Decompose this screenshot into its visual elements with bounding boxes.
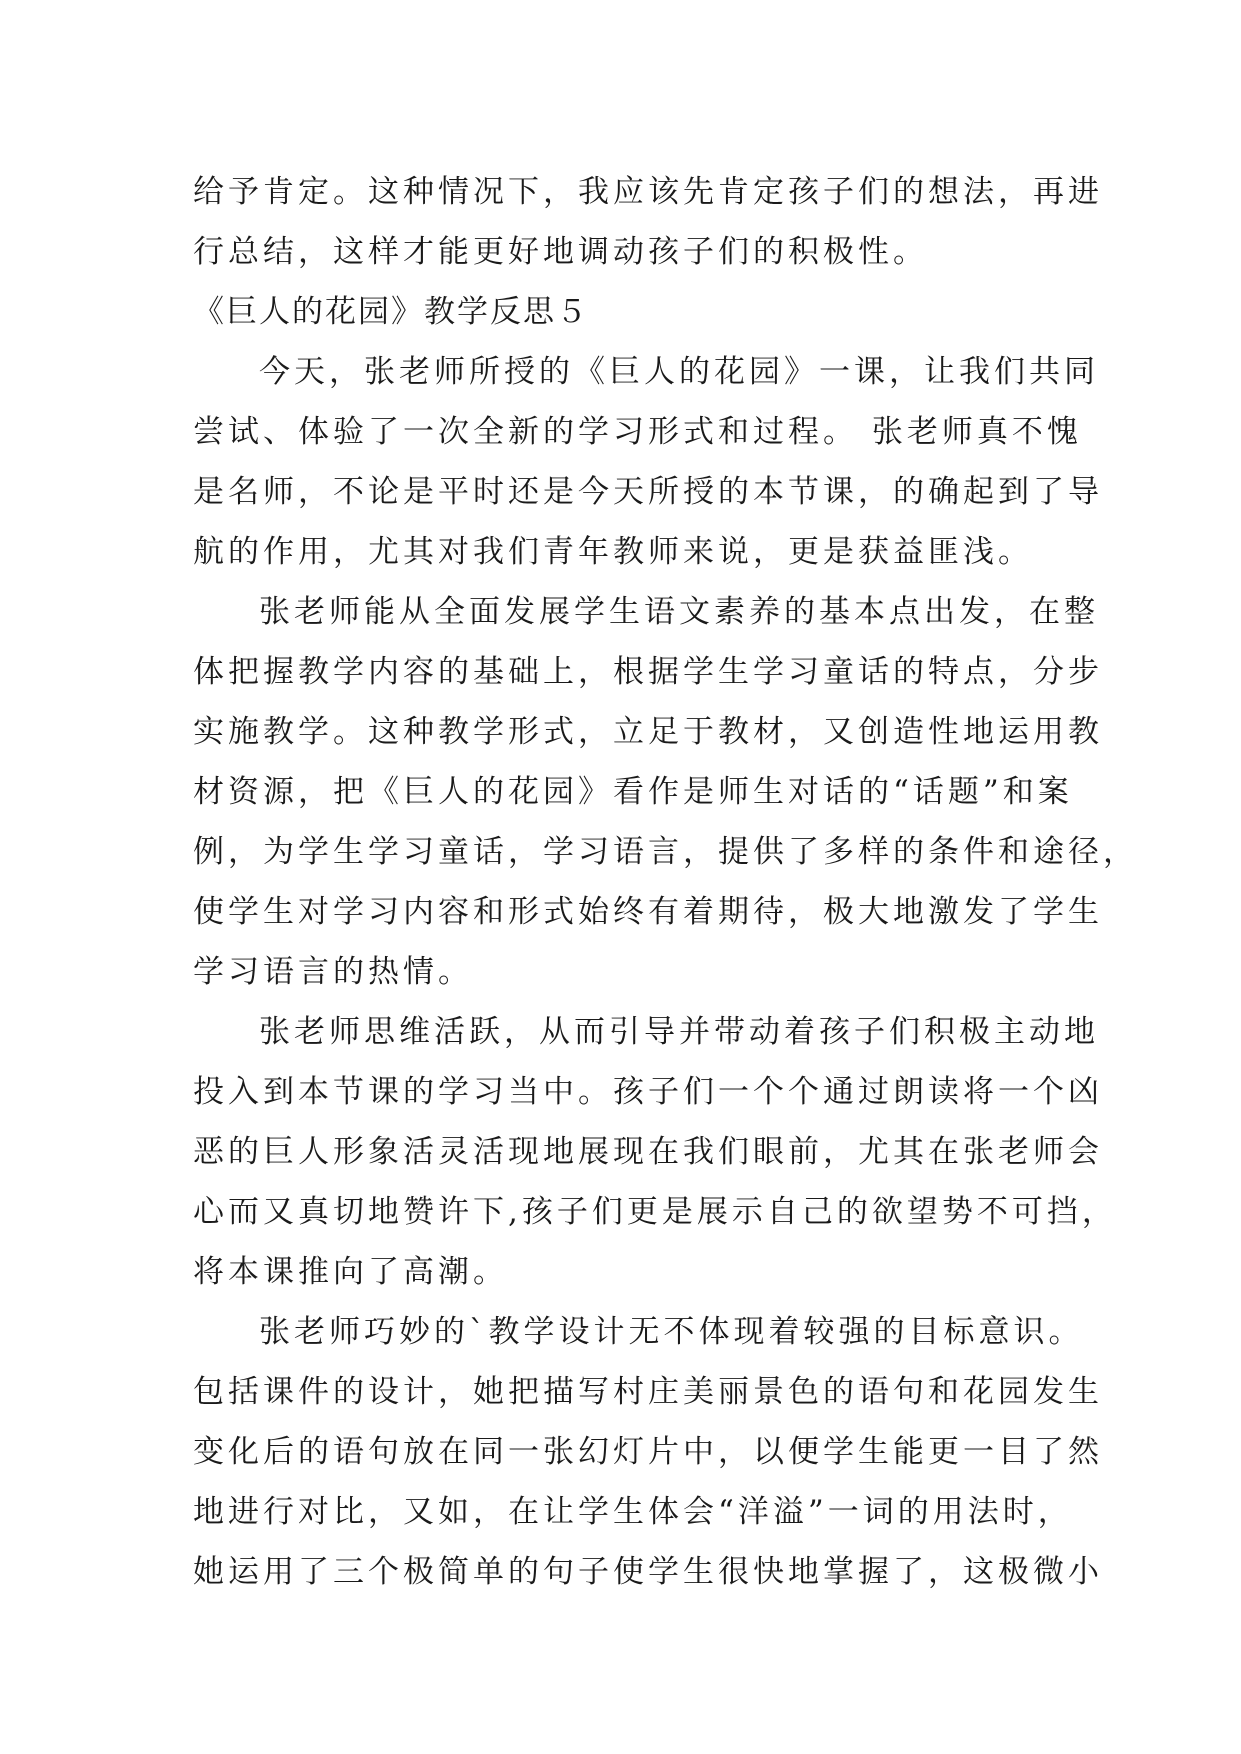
text-line: 她运用了三个极简单的句子使学生很快地掌握了，这极微小	[193, 1554, 1103, 1590]
text-line: 地进行对比，又如，在让学生体会“洋溢”一词的用法时，	[193, 1494, 1073, 1530]
text-line: 例，为学生学习童话，学习语言，提供了多样的条件和途径，	[193, 834, 1138, 870]
text-line: 学习语言的热情。	[193, 954, 473, 990]
text-line: 使学生对学习内容和形式始终有着期待，极大地激发了学生	[193, 894, 1103, 930]
paragraph-first-line: 张老师能从全面发展学生语文素养的基本点出发，在整	[259, 594, 1099, 630]
text-line: 航的作用，尤其对我们青年教师来说，更是获益匪浅。	[193, 534, 1033, 570]
text-line: 体把握教学内容的基础上，根据学生学习童话的特点，分步	[193, 654, 1103, 690]
text-line: 包括课件的设计，她把描写村庄美丽景色的语句和花园发生	[193, 1374, 1103, 1410]
text-line: 投入到本节课的学习当中。孩子们一个个通过朗读将一个凶	[193, 1074, 1103, 1110]
text-line: 恶的巨人形象活灵活现地展现在我们眼前，尤其在张老师会	[193, 1134, 1103, 1170]
text-line: 给予肯定。这种情况下，我应该先肯定孩子们的想法，再进	[193, 174, 1103, 210]
text-line: 材资源，把《巨人的花园》看作是师生对话的“话题”和案	[193, 774, 1073, 810]
text-line: 心而又真切地赞许下,孩子们更是展示自己的欲望势不可挡，	[193, 1194, 1117, 1230]
text-line: 尝试、体验了一次全新的学习形式和过程。 张老师真不愧	[193, 414, 1082, 450]
text-line: 变化后的语句放在同一张幻灯片中，以便学生能更一目了然	[193, 1434, 1103, 1470]
paragraph-first-line: 张老师巧妙的`教学设计无不体现着较强的目标意识。	[259, 1314, 1084, 1350]
text-line: 实施教学。这种教学形式，立足于教材，又创造性地运用教	[193, 714, 1103, 750]
paragraph-first-line: 今天，张老师所授的《巨人的花园》一课，让我们共同	[259, 354, 1099, 390]
text-line: 是名师，不论是平时还是今天所授的本节课，的确起到了导	[193, 474, 1103, 510]
paragraph-first-line: 张老师思维活跃，从而引导并带动着孩子们积极主动地	[259, 1014, 1099, 1050]
document-body	[193, 162, 1138, 1602]
text-line: 将本课推向了高潮。	[193, 1254, 508, 1290]
text-line: 行总结，这样才能更好地调动孩子们的积极性。	[193, 234, 928, 270]
section-heading: 《巨人的花园》教学反思５	[193, 294, 589, 330]
